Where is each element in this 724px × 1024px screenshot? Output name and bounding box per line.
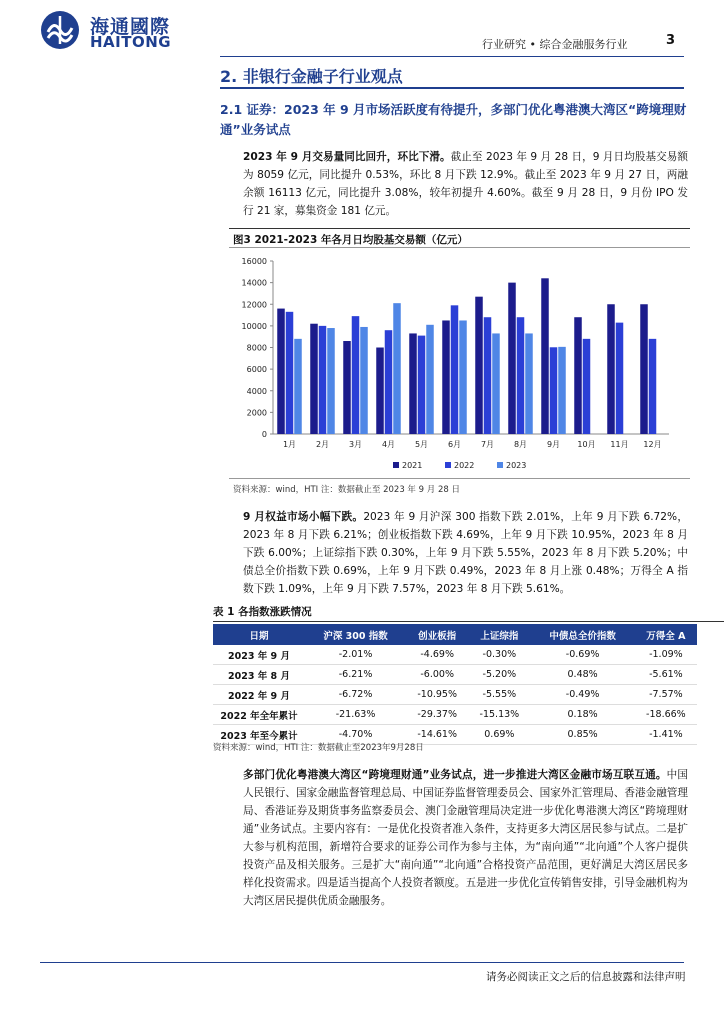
x-tick-label: 7月	[480, 440, 495, 449]
bar-2023-4	[393, 303, 401, 434]
bar-2021-10	[574, 317, 582, 434]
table-cell: -2.01%	[305, 645, 406, 665]
table-cell: 2023 年 8 月	[213, 665, 305, 685]
table-cell: -29.37%	[406, 705, 468, 725]
section-divider	[220, 87, 684, 89]
table-cell: -18.66%	[635, 705, 697, 725]
bar-2021-5	[409, 333, 417, 434]
header-divider	[220, 56, 684, 57]
bar-2021-1	[277, 309, 285, 434]
legend-label-2023: 2023	[506, 461, 527, 470]
table-cell: -6.72%	[305, 685, 406, 705]
table-cell: 0.18%	[530, 705, 634, 725]
table-cell: -10.95%	[406, 685, 468, 705]
x-tick-label: 6月	[447, 440, 462, 449]
y-tick-label: 14000	[241, 278, 267, 288]
table-source: 资料来源：wind，HTI 注：数据截止至2023年9月28日	[213, 743, 424, 753]
table-header-row	[213, 624, 697, 645]
bar-2023-2	[327, 328, 335, 434]
y-tick-label: 0	[261, 430, 267, 439]
bar-2023-5	[426, 325, 434, 434]
page-number: 3	[666, 33, 676, 48]
x-tick-label: 10月	[577, 440, 596, 449]
table-cell: -6.00%	[406, 665, 468, 685]
table-cell: 0.85%	[530, 725, 634, 745]
bar-2022-5	[418, 336, 426, 434]
bar-2022-6	[451, 305, 459, 434]
paragraph-body: 截止至 2023 年 9 月 28 日，9 月日均股基交易额为 8059 亿元，同比提升 0.53%，环比 8 月下跌 12.9%。截止至 2023 年 9 月 27 日，两融余额 16113 亿元，同比提升 3.08%，较年初提升 4.60%。截至 9 月 28 日，9 月份 IPO 发行 21 家，募集资金 181 亿元。	[243, 151, 688, 217]
table-cell: -5.61%	[635, 665, 697, 685]
table-header: 创业板指	[406, 624, 468, 645]
table-cell: -4.70%	[305, 725, 406, 745]
paragraph-cross-border-wealth	[243, 766, 688, 910]
table-row	[213, 645, 697, 665]
figure-title-rule	[229, 247, 690, 248]
bar-2021-8	[508, 283, 516, 434]
figure-source: 资料来源：wind，HTI 注：数据截止至 2023 年 9 月 28 日	[233, 485, 460, 495]
footer-divider	[40, 962, 684, 963]
bar-chart	[229, 249, 690, 477]
bar-2022-9	[550, 347, 558, 434]
table-header: 日期	[213, 624, 305, 645]
table-cell: -0.49%	[530, 685, 634, 705]
bar-2021-2	[310, 324, 318, 434]
y-tick-label: 16000	[241, 257, 267, 266]
table-cell: -1.09%	[635, 645, 697, 665]
x-tick-label: 3月	[348, 440, 363, 449]
paragraph-equity-market	[243, 508, 688, 598]
x-tick-label: 1月	[282, 440, 297, 449]
table-title: 表 1 各指数涨跌情况	[213, 606, 312, 618]
logo-chinese-name: 海通國際	[90, 16, 171, 38]
bar-2022-2	[319, 326, 327, 434]
table-cell: 2023 年 9 月	[213, 645, 305, 665]
table-row	[213, 705, 697, 725]
bar-2021-9	[541, 278, 549, 434]
bar-2022-1	[286, 312, 294, 434]
paragraph-trading-volume	[243, 148, 688, 220]
table-cell: 0.69%	[468, 725, 530, 745]
bar-2022-11	[616, 323, 624, 434]
table-row	[213, 685, 697, 705]
table-cell: -0.69%	[530, 645, 634, 665]
table-cell: -14.61%	[406, 725, 468, 745]
table-cell: -7.57%	[635, 685, 697, 705]
table-header: 上证综指	[468, 624, 530, 645]
table-header: 中债总全价指数	[530, 624, 634, 645]
section-title: 2. 非银行金融子行业观点	[220, 67, 403, 86]
x-tick-label: 5月	[414, 440, 429, 449]
table-cell: 2022 年 9 月	[213, 685, 305, 705]
table-cell: -1.41%	[635, 725, 697, 745]
footer-disclaimer: 请务必阅读正文之后的信息披露和法律声明	[486, 971, 686, 983]
legend-swatch-2021	[393, 462, 399, 468]
table-title-rule	[213, 621, 724, 622]
bar-2022-10	[583, 339, 591, 434]
bar-2023-9	[558, 347, 566, 434]
x-tick-label: 11月	[610, 440, 629, 449]
index-change-table	[213, 624, 697, 745]
haitong-logo-icon	[40, 10, 80, 50]
table-cell: -6.21%	[305, 665, 406, 685]
paragraph-lead: 多部门优化粤港澳大湾区“跨境理财通”业务试点，进一步推进大湾区金融市场互联互通。	[243, 769, 667, 781]
y-tick-label: 6000	[246, 365, 267, 375]
paragraph-lead: 2023 年 9 月交易量同比回升，环比下滑。	[243, 151, 451, 163]
bar-2021-6	[442, 320, 450, 434]
bar-2023-7	[492, 333, 500, 434]
table-cell: -4.69%	[406, 645, 468, 665]
legend-swatch-2022	[445, 462, 451, 468]
table-cell: -5.55%	[468, 685, 530, 705]
bar-2023-6	[459, 320, 467, 434]
bar-2023-8	[525, 333, 533, 434]
bar-2022-3	[352, 316, 360, 434]
bar-2021-4	[376, 348, 384, 435]
x-tick-label: 8月	[513, 440, 528, 449]
y-tick-label: 2000	[246, 408, 267, 418]
paragraph-body: 中国人民银行、国家金融监督管理总局、中国证券监督管理委员会、国家外汇管理局、香港金融管理局、香港证券及期货事务监察委员会、澳门金融管理局决定进一步优化粤港澳大湾区“跨境理财通”业务试点。主要内容有：一是优化投资者准入条件，支持更多大湾区居民参与试点。二是扩大参与机构范围，新增符合要求的证券公司作为参与主体，为“南向通”“北向通”个人客户提供投资产品及相关服务。三是扩大“南向通”“北向通”合格投资产品范围，更好满足大湾区居民多样化投资需求。四是适当提高个人投资者额度。五是进一步优化宣传销售安排，引导金融机构为大湾区居民提供优质金融服务。	[243, 769, 689, 907]
paragraph-lead: 9 月权益市场小幅下跌。	[243, 511, 364, 523]
bar-2023-1	[294, 339, 302, 434]
paragraph-body: 2023 年 9 月沪深 300 指数下跌 2.01%，上年 9 月下跌 6.72%，2023 年 8 月下跌 6.21%；创业板指数下跌 4.69%，上年 9 月下跌 10.95%，2023 年 8 月下跌 6.00%；上证综指下跌 0.30%，上年 9 月下跌 5.55%，2023 年 8 月下跌 5.20%；中债总全价指数下跌 0.69%，上年 9 月下跌 0.49%，2023 年 8 月上涨 0.48%；万得全 A 指数下跌 1.09%，上年 9 月下跌 7.57%，2023 年 8 月下跌 5.61%。	[243, 511, 689, 595]
header-category: 行业研究 • 综合金融服务行业	[482, 38, 628, 51]
bar-2021-11	[607, 304, 615, 434]
y-tick-label: 12000	[241, 300, 267, 310]
x-tick-label: 2月	[315, 440, 330, 449]
figure-title: 图3 2021-2023 年各月日均股基交易额（亿元）	[233, 234, 468, 246]
x-tick-label: 9月	[546, 440, 561, 449]
legend-swatch-2023	[497, 462, 503, 468]
bar-2022-4	[385, 330, 393, 434]
table-row	[213, 665, 697, 685]
y-tick-label: 4000	[246, 386, 267, 396]
table-cell: -15.13%	[468, 705, 530, 725]
table-cell: 2023 年至今累计	[213, 725, 305, 745]
table-cell: -0.30%	[468, 645, 530, 665]
legend-label-2021: 2021	[402, 461, 423, 470]
table-cell: 2022 年全年累计	[213, 705, 305, 725]
legend-label-2022: 2022	[454, 461, 475, 470]
table-cell: -21.63%	[305, 705, 406, 725]
bar-2023-3	[360, 327, 368, 434]
bar-2022-12	[649, 339, 657, 434]
bar-2022-8	[517, 317, 525, 434]
figure-top-rule	[229, 228, 690, 229]
figure-bottom-rule	[229, 478, 690, 479]
y-tick-label: 10000	[241, 321, 267, 331]
bar-2021-12	[640, 304, 648, 434]
x-tick-label: 12月	[643, 440, 662, 449]
bar-2021-7	[475, 297, 483, 434]
y-tick-label: 8000	[246, 343, 267, 353]
table-cell: 0.48%	[530, 665, 634, 685]
table-header: 万得全 A	[635, 624, 697, 645]
bar-2022-7	[484, 317, 492, 434]
table-header: 沪深 300 指数	[305, 624, 406, 645]
table-cell: -5.20%	[468, 665, 530, 685]
logo-english-name: HAITONG	[90, 33, 172, 51]
x-tick-label: 4月	[381, 440, 396, 449]
bar-2021-3	[343, 341, 351, 434]
subsection-title: 2.1 证券：2023 年 9 月市场活跃度有待提升，多部门优化粤港澳大湾区“跨境理财通”业务试点	[220, 102, 687, 137]
